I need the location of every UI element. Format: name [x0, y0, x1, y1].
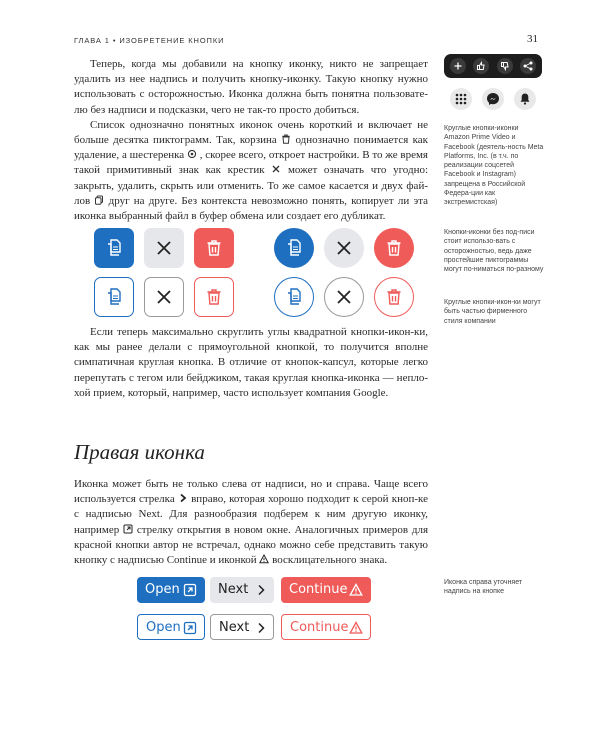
delete-button-outline[interactable] [194, 277, 234, 317]
paragraph-3: Если теперь максимально скруглить углы квадратной кнопки-икон-ки, как мы ранее делали с прямоугольной кнопкой, то получится вполне симпатичная круглая кнопка. В отличие от кнопок-капсул, которые легко перепутать с тегом или бейджиком, такая круглая кнопка-иконка — непло-хой прием, который, например, часто использует компания Google. [74, 326, 428, 399]
external-link-icon [123, 524, 133, 534]
round-buttons-text [74, 325, 428, 401]
running-header: ГЛАВА 1 • ИЗОБРЕТЕНИЕ КНОПКИ [74, 36, 225, 45]
next-button-outline[interactable]: Next [210, 614, 274, 640]
grid-icon[interactable] [450, 88, 472, 110]
bell-icon[interactable] [514, 88, 536, 110]
warning-icon [259, 554, 269, 564]
trash-icon [204, 238, 224, 258]
close-icon [271, 164, 281, 174]
copy-icon [103, 237, 125, 259]
plus-icon[interactable] [450, 58, 466, 74]
dark-icon-toolbar [444, 54, 542, 78]
copy-icon [103, 286, 125, 308]
paragraph-4: Иконка может быть не только слева от надписи, но и справа. Чаще всего используется стрелка вправо, которая хорошо подходит к серой кноп-ке с надписью Next. Для разнообразия подберем к ним другую иконку, например стрелку открытия в новом окне. Аналогичных примеров для красной кнопки автор не встречал, однако можно себе представить такую кнопку с надписью Continue и иконкой восклицательного знака. [74, 478, 429, 567]
continue-button-outline[interactable]: Continue [281, 614, 371, 640]
page-number: 31 [527, 33, 538, 45]
copy-round-button-filled[interactable] [274, 228, 314, 268]
copy-button-outline[interactable] [94, 277, 134, 317]
messenger-icon[interactable] [482, 88, 504, 110]
gear-icon [187, 149, 197, 159]
close-icon [154, 238, 174, 258]
light-icon-toolbar [444, 84, 542, 114]
trash-icon [281, 134, 291, 144]
continue-button-filled[interactable]: Continue [281, 577, 371, 603]
thumb-up-icon[interactable] [473, 58, 489, 74]
share-icon[interactable] [520, 58, 536, 74]
paragraph-1: Теперь, когда мы добавили на кнопку иконку, никто не запрещает удалить из нее надпись и получить кнопку-иконку. Такую кнопку нужно использовать с осторожностью. Иконка должна быть понятна пользовате-лю без надписи и подсказки, чего не так-то просто добиться. [74, 58, 428, 116]
close-round-button-filled[interactable] [324, 228, 364, 268]
copy-icon [94, 195, 104, 205]
trash-icon [384, 287, 404, 307]
sidenote-4: Иконка справа уточняет надпись на кнопке [444, 579, 523, 596]
trash-icon [384, 238, 404, 258]
close-icon [334, 238, 354, 258]
copy-icon [283, 237, 305, 259]
chevron-right-icon [178, 493, 188, 503]
right-icon-text [74, 477, 428, 568]
trash-icon [204, 287, 224, 307]
copy-round-button-outline[interactable] [274, 277, 314, 317]
warning-icon [349, 621, 363, 635]
open-button-filled[interactable]: Open [137, 577, 205, 603]
paragraph-2: Список однозначно понятных иконок очень короткий и включает не больше десятка пиктограмм. Так, корзина однозначно понимается как удаление, а шестеренка , скорее всего, откроет настройки. В то же время такой примитивный знак как крестик может означать что угодно: закрыть, удалить, скрыть или отменить. То же самое касается и двух фай-лов друг на друге. Без контекста невозможно понять, копирует ли эта иконка выбранный файл в буфер обмена или создает его дубликат. [74, 118, 429, 223]
section-heading: Правая иконка [74, 440, 205, 464]
warning-icon [349, 583, 363, 597]
sidenote-1: Круглые кнопки-иконки Amazon Prime Video и Facebook (деятель-ность Meta Platforms, Inc. (в т.ч. по реализации соцсетей Facebook и Instagram) запрещена в Российской Федера-ции как экстремистская) [444, 125, 544, 207]
close-icon [334, 287, 354, 307]
close-round-button-outline[interactable] [324, 277, 364, 317]
intro-text [74, 57, 428, 224]
close-button-outline[interactable] [144, 277, 184, 317]
sidenote-3: Круглые кнопки-икон-ки могут быть частью фирменного стиля компании [444, 299, 541, 325]
chevron-right-icon [255, 583, 267, 597]
next-button-filled[interactable]: Next [210, 577, 274, 603]
open-button-outline[interactable]: Open [137, 614, 205, 640]
thumb-down-icon[interactable] [497, 58, 513, 74]
close-button-filled[interactable] [144, 228, 184, 268]
close-icon [154, 287, 174, 307]
sidenote-2: Кнопки-иконки без под-писи стоит использо-вать с осторожностью, ведь даже простейшие пиктограммы могут по-ниматься по-разному [444, 229, 544, 274]
chevron-right-icon [255, 621, 267, 635]
external-link-icon [183, 583, 197, 597]
copy-icon [283, 286, 305, 308]
delete-round-button-outline[interactable] [374, 277, 414, 317]
delete-round-button-filled[interactable] [374, 228, 414, 268]
delete-button-filled[interactable] [194, 228, 234, 268]
external-link-icon [183, 621, 197, 635]
copy-button-filled[interactable] [94, 228, 134, 268]
